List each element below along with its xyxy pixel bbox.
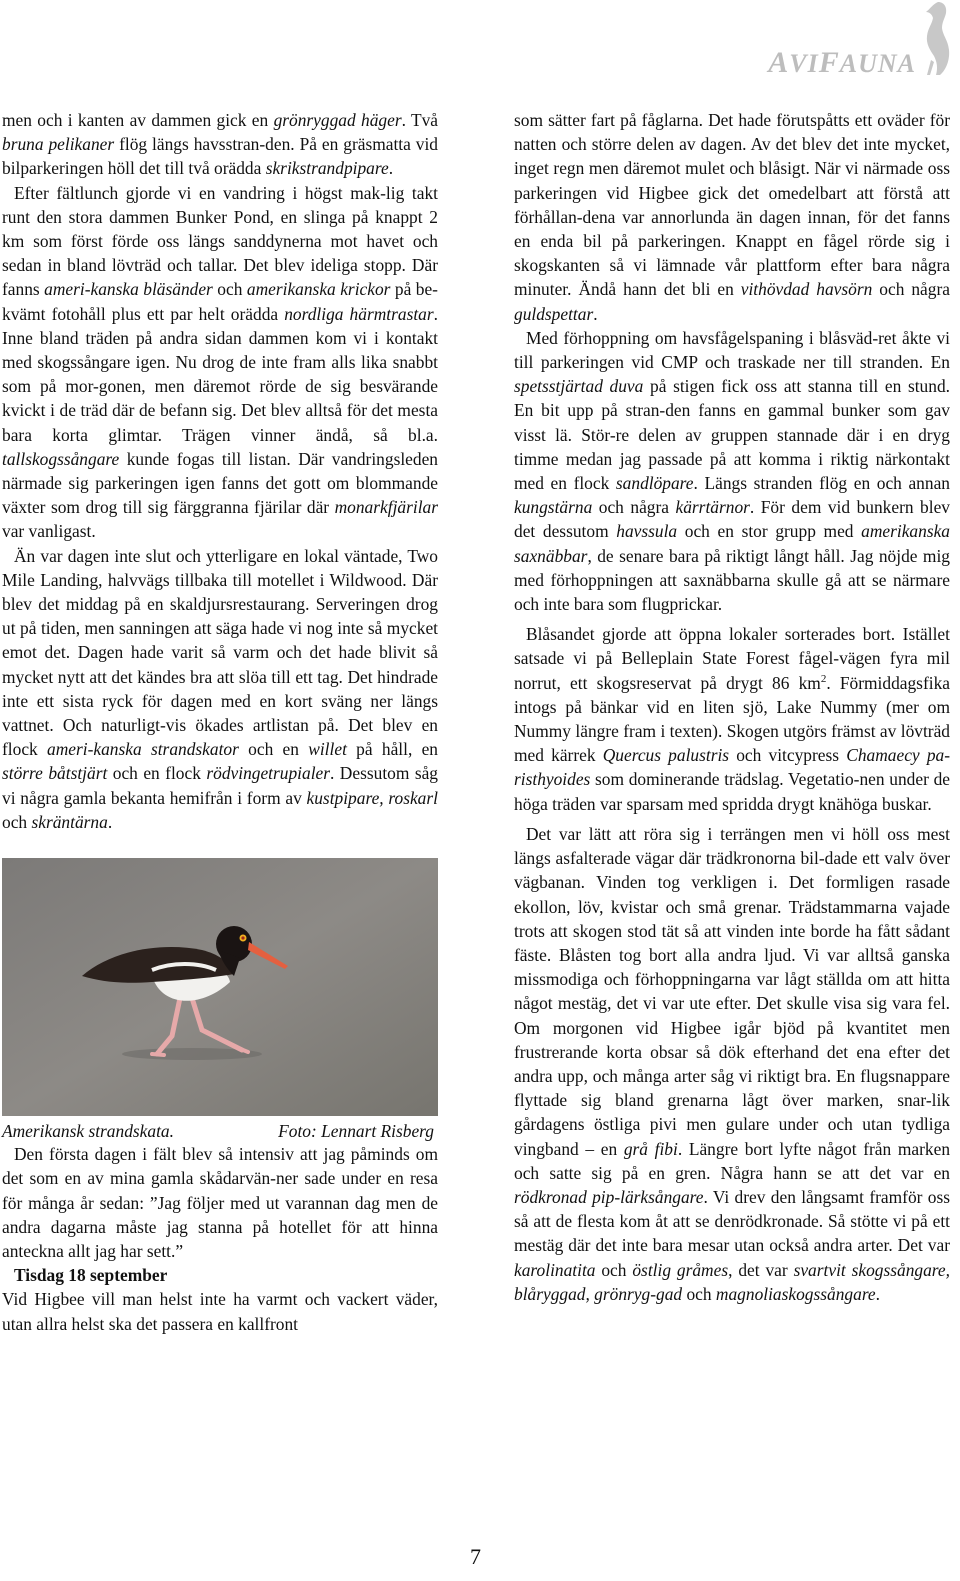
caption-credit: Foto: Lennart Risberg: [278, 1121, 434, 1142]
species-name: östlig gråmes: [632, 1259, 729, 1280]
species-name: vithövdad havsörn: [740, 279, 873, 300]
species-name: Quercus palustris: [602, 745, 730, 766]
page-number: 7: [470, 1544, 481, 1569]
paragraph: Den första dagen i fält blev så intensiv att jag påminds om det som en av mina gamla skådarvän-ner sade under en resa för många år sedan: ”Jag följer med ut varannan dag men de andra dagarna måste jag stanna på hotellet för att hinna anteckna allt jag har sett.”: [2, 1144, 438, 1261]
caption-species: Amerikansk strandskata.: [2, 1121, 174, 1142]
species-name: grönryggad häger: [273, 110, 402, 130]
species-name: sandlöpare: [615, 473, 694, 494]
species-name: ameri-kanska bläsänder: [44, 279, 213, 300]
species-name: kustpipare, roskarl: [306, 787, 438, 808]
species-name: guldspettar: [514, 303, 594, 324]
species-name: kärrtärnor: [675, 497, 750, 518]
species-name: skrikstrandpipare: [265, 158, 389, 179]
section-heading: Tisdag 18 september: [14, 1265, 168, 1286]
species-name: tallskogssångare: [2, 448, 120, 469]
photo-caption: [2, 1120, 438, 1142]
paragraph: Det var lätt att röra sig i terrängen men vi höll oss mest längs asfalterade vägar där trädkronorna bil-dade ett valv över vägbanan. Vinden tog verkligen i. Det formligen rasade ekollon, löv, kvistar och små grenar. Trädstammarna vajade trots att skogen stod tät så att vinden inte borde ha fått sådant fäste. Blåsten tog bort alla andra ljud. Vi var alltså ganska missmodiga och förhoppningarna var lågt ställda om att hitta något mestäg, det vi var ute efter. Det skulle visa sig vara fel. Om morgonen vid Higbee igår bjöd på kvantitet men frustrerande korta obsar så dök efterhand det ena efter det andra upp, och många arter såg vi riktigt bra. En flugsnappare flyttade sig bland grenarna lågt över marken, snar-lik gårdagens östliga pivi men gulare under och utan tydliga vingband – en grå fibi. Längre bort lyfte något från marken och satte sig på en gren. Några hann se att det var en rödkronad pip-lärksångare. Vi drev den långsamt framför oss så att de flesta kom åt att se denrödkronade. Så stötte vi på ett mestäg där det inte bara mesar utan också andra arter. Det var karolinatita och östlig gråmes, det var svartvit skogssångare, blåryggad, grönryg-gad och magnoliaskogssångare.: [514, 823, 951, 1304]
paragraph: Med förhoppning om havsfågelspaning i blåsväd-ret åkte vi till parkeringen vid CMP och traskade ner till stranden. En spetsstjärtad duva på stigen fick oss att stanna till en stund. En bit upp på stran-den fanns en gammal bunker som gav visst lä. Stör-re delen av gruppen stannade där i en dryg timme medan jag passade på att komma i riktig närkontakt med en flock sandlöpare. Längs stranden flög en och annan kungstärna och några kärrtärnor. För dem vid bunkern blev det dessutom havssula och en stor grupp med amerikanska saxnäbbar, de senare bara på riktigt långt håll. Jag nöjde mig med förhoppningen att saxnäbbarna skulle gå att se närmare och inte bara som flugprickar.: [514, 327, 951, 615]
species-name: spetsstjärtad duva: [514, 376, 644, 397]
species-name: större båtstjärt: [2, 763, 108, 784]
species-name: rödkronad pip-lärksångare: [514, 1186, 704, 1207]
species-name: rödvingetrupialer: [206, 763, 331, 784]
paragraph: Än var dagen inte slut och ytterligare en lokal väntade, Two Mile Landing, halvvägs tillbaka till motellet i Wildwood. Där blev det middag på en skaldjursrestaurang. Serveringen drog ut på tiden, men sanningen att säga hade vi nog inte så mycket emot det. Dagen hade varit så varm och det hade blivit så mycket nytt att det kändes bra att slöa till ett tag. Det hindrade inte ett sista ryck för dagen med en kort sväng ner längs vattnet. Och naturligt-vis ökades artlistan på. Det blev en flock ameri-kanska strandskator och en willet på håll, en större båtstjärt och en flock rödvingetrupialer. Dessutom såg vi några gamla bekanta hemifrån i form av kustpipare, roskarl och skräntärna.: [2, 545, 438, 832]
magazine-logo: AVIFAUNA: [768, 46, 916, 79]
species-name: nordliga härmtrastar: [284, 303, 434, 324]
species-name: skräntärna: [31, 811, 108, 832]
paragraph: Blåsandet gjorde att öppna lokaler sorterades bort. Istället satsade vi på Belleplain State Forest fågel-vägen fyra mil norrut, ett skogsreservat på drygt 86 $km^2$. Förmiddagsfika intogs på bänkar vid en liten sjö, Lake Nummy (mer om Nummy längre fram i texten). Skogen utgörs främst av lövträd med kärrek Quercus palustris och vitcypress Chamaecy pa-risthyoides som dominerande trädslag. Vegetatio-nen under de höga träden var sparsam med spridda drygt knähöga buskar.: [514, 624, 950, 814]
species-name: svartvit skogssångare, blåryggad, grönryg-gad: [514, 1259, 950, 1304]
paragraph: Vid Higbee vill man helst inte ha varmt och vackert väder, utan allra helst ska det passera en kallfront: [2, 1289, 438, 1334]
superscript: 2: [820, 672, 827, 685]
paragraph: men och i kanten av dammen gick en grönryggad häger. Två bruna pelikaner flög längs havsstran-den. På en gräsmatta vid bilparkeringen höll det till två orädda skrikstrandpipare.: [2, 110, 439, 179]
species-name: havssula: [616, 521, 678, 542]
species-name: Chamaecy pa-risthyoides: [514, 745, 950, 790]
paragraph: Efter fältlunch gjorde vi en vandring i högst mak-lig takt runt den stora dammen Bunker Pond, en slinga på knappt 2 km som först förde oss längs sanddynerna mot havet och sedan in bland lövträd och tallar. Det blev ideliga stopp. Där fanns ameri-kanska bläsänder och amerikanska krickor på be-kvämt fotohåll plus ett par helt orädda nordliga härmtrastar. Inne bland träden på andra sidan dammen kom vi i kontakt med skogssångare igen. Nu drog de inte fram alls lika snabbt som på mor-gonen, men däremot rörde de sig besvärande kvickt i de träd där de befann sig. Det blev alltså för det mesta bara korta glimtar. Trägen vinner ändå, så bl.a. tallskogssångare kunde fogas till listan. Där vandringsleden närmade sig parkeringen igen fanns det gott om blommande växter som drog till sig färggranna fjärilar där monarkfjärilar var vanligast.: [2, 182, 438, 542]
magazine-header: [752, 0, 952, 78]
right-column: [514, 108, 950, 1306]
species-name: ameri-kanska strandskator: [47, 739, 239, 760]
species-name: amerikanska krickor: [246, 279, 391, 300]
species-name: karolinatita: [514, 1259, 596, 1280]
species-name: willet: [308, 739, 347, 760]
paragraph: som sätter fart på fåglarna. Det hade förutspåtts ett oväder för natten och större delen av dagen. Av det blev det inte mycket, inget regn men däremot mulet och blåsigt. När vi närmade oss parkeringen vid Higbee gick det omedelbart att förstå att förhållan-dena var annorlunda än dagen innan, för det fanns en enda bil på parkeringen. Knappt en fågel rörde sig i skogskanten så vi lämnade vår plattform efter bara några minuter. Ändå hann det bli en vithövdad havsörn och några guldspettar.: [514, 110, 950, 324]
left-column: [2, 108, 438, 1336]
bird-silhouette-icon: [918, 0, 952, 76]
species-name: monarkfjärilar: [334, 497, 438, 518]
species-name: bruna pelikaner: [2, 134, 115, 155]
species-name: grå fibi: [623, 1138, 678, 1159]
species-name: kungstärna: [514, 497, 593, 518]
species-name: magnoliaskogssångare: [715, 1283, 876, 1304]
oystercatcher-photo: [2, 858, 438, 1116]
species-name: amerikanska saxnäbbar: [514, 521, 951, 566]
